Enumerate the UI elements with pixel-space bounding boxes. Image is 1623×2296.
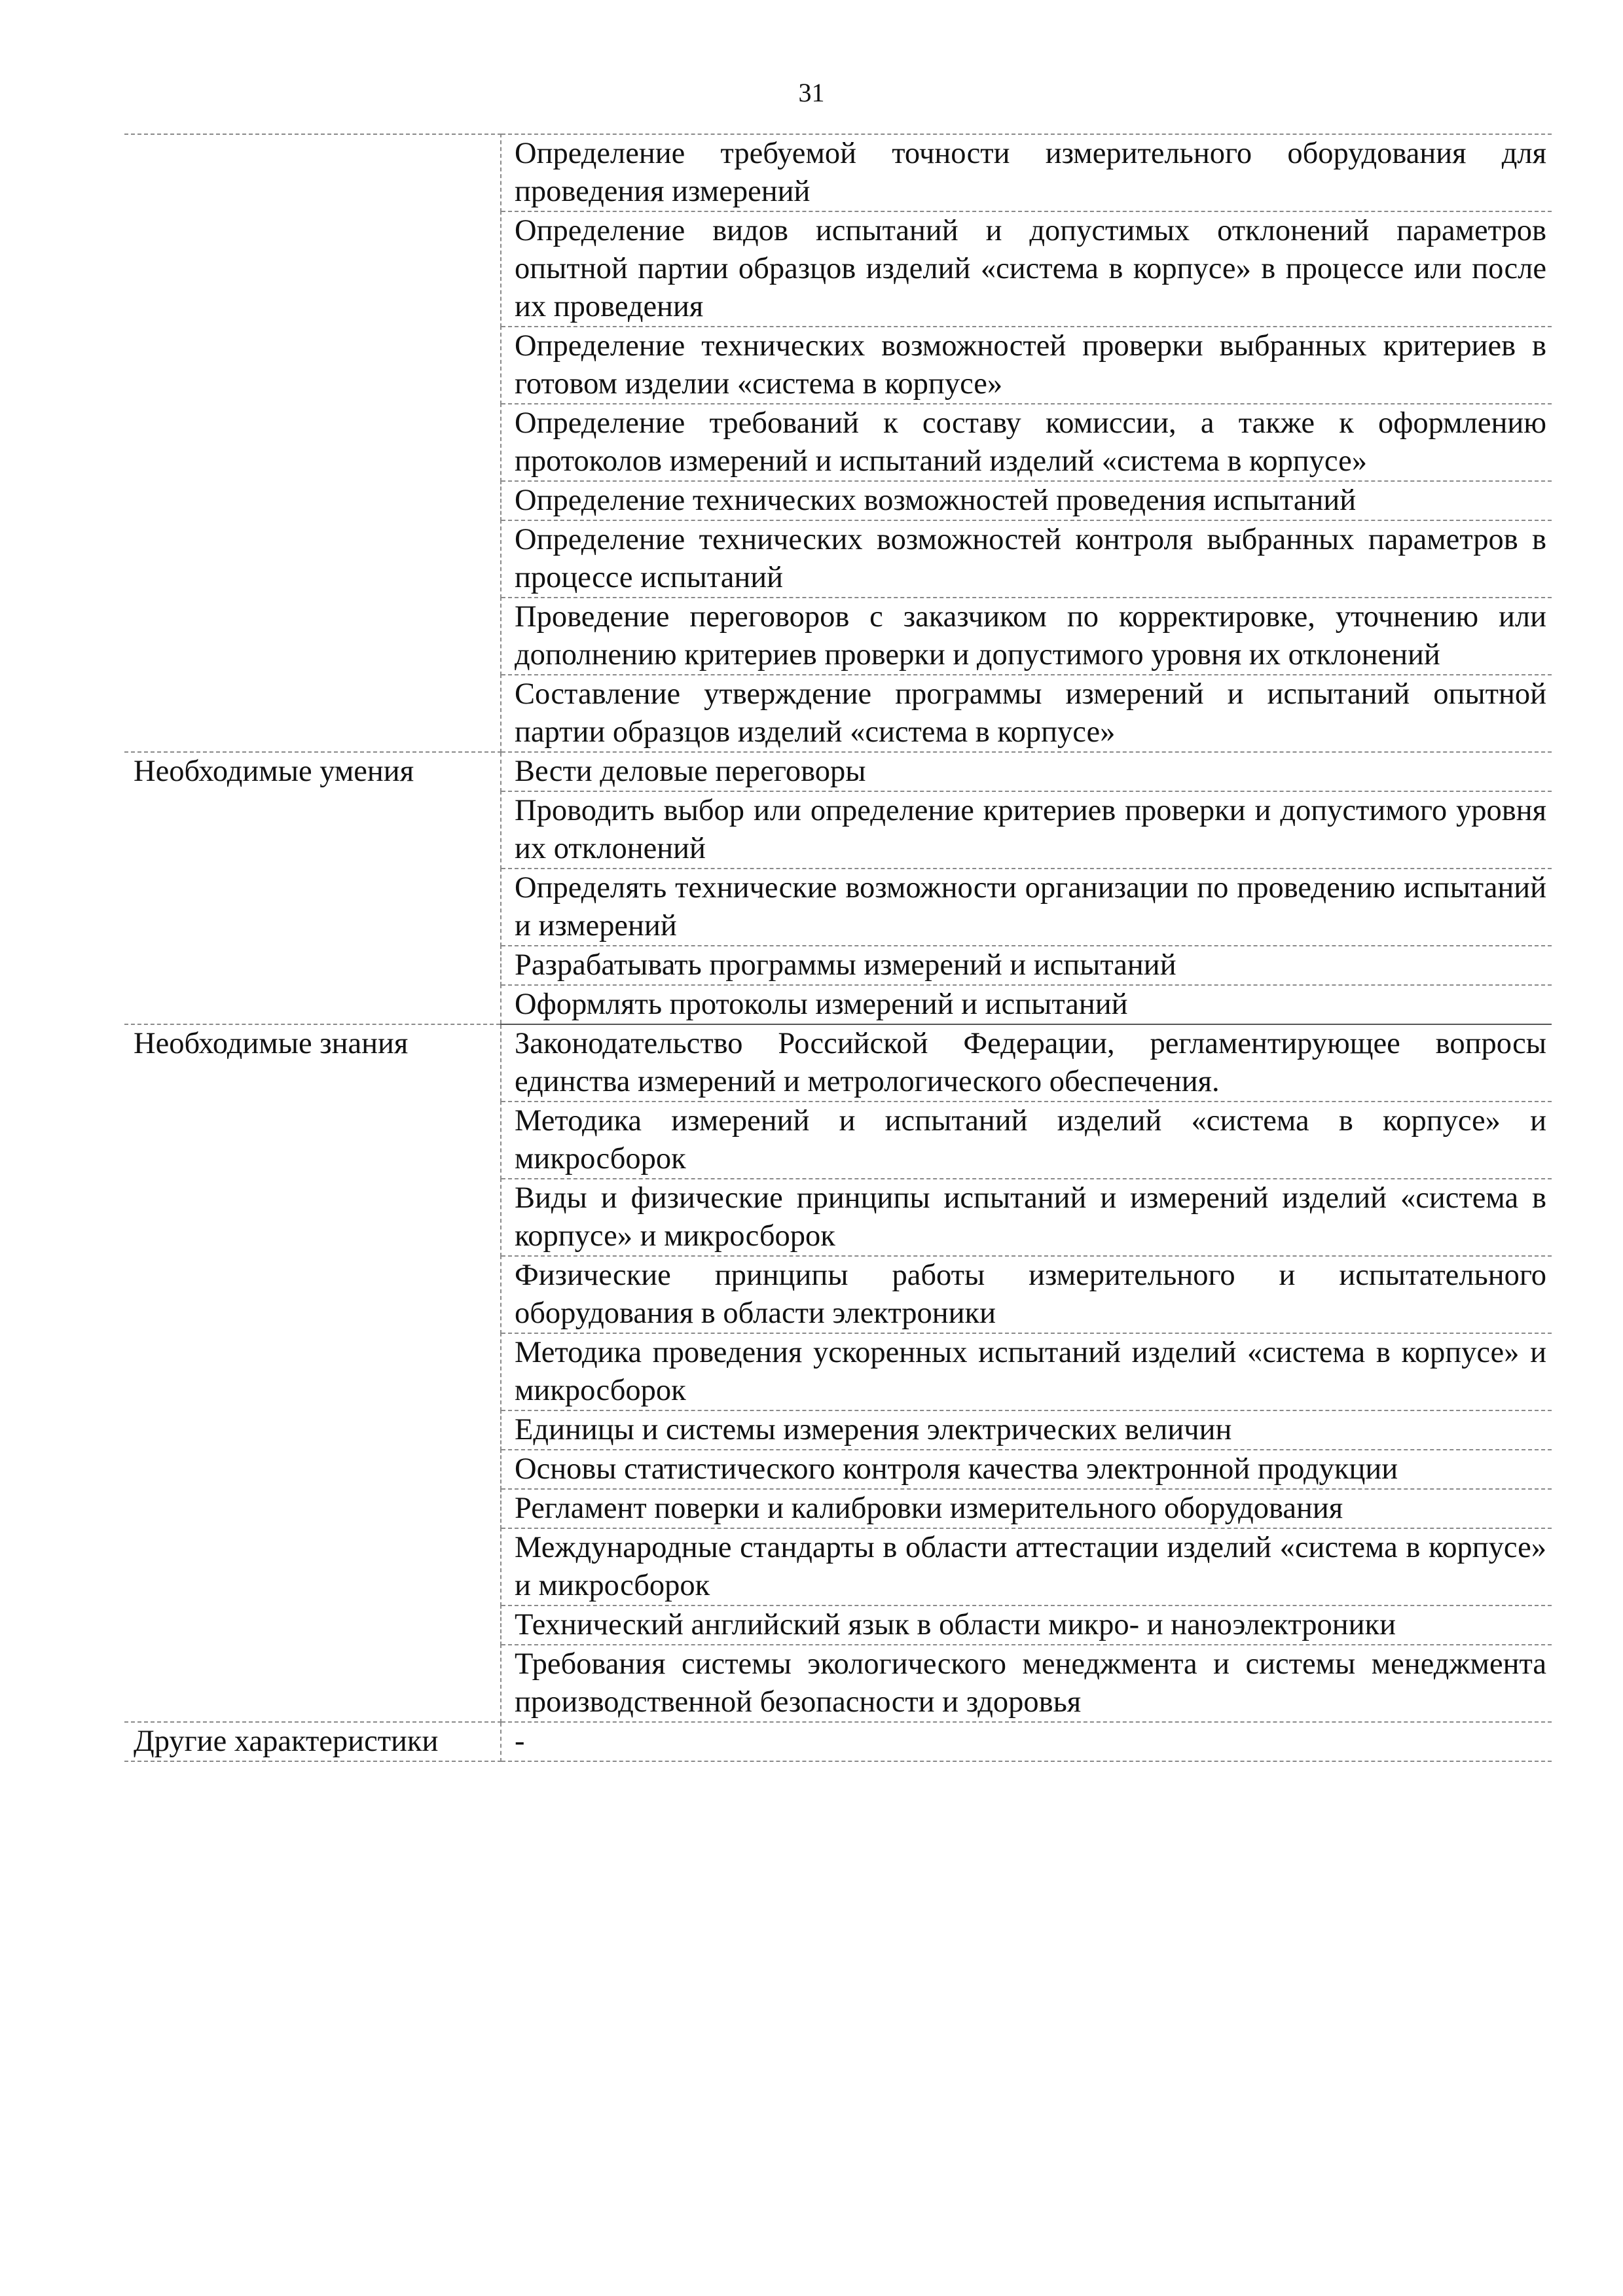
table-cell: Международные стандарты в области аттестации изделий «система в корпусе» и микросборок (501, 1528, 1552, 1605)
table-cell: Методика проведения ускоренных испытаний изделий «система в корпусе» и микросборок (501, 1333, 1552, 1410)
row-label-other: Другие характеристики (124, 1722, 501, 1761)
row-label-skills: Необходимые умения (124, 752, 501, 1024)
table-cell: Определять технические возможности организации по проведению испытаний и измерений (501, 869, 1552, 946)
table-cell: Разрабатывать программы измерений и испытаний (501, 946, 1552, 985)
table-cell: Физические принципы работы измерительного и испытательного оборудования в области электроники (501, 1256, 1552, 1333)
table-row (124, 1722, 1552, 1761)
table-cell: Вести деловые переговоры (501, 752, 1552, 791)
table-cell: Определение технических возможностей контроля выбранных параметров в процессе испытаний (501, 520, 1552, 598)
table-cell: Требования системы экологического менеджмента и системы менеджмента производственной безопасности и здоровья (501, 1645, 1552, 1722)
table-cell: Определение видов испытаний и допустимых отклонений параметров опытной партии образцов изделий «система в корпусе» в процессе или после их проведения (501, 211, 1552, 327)
table-cell: Основы статистического контроля качества электронной продукции (501, 1450, 1552, 1489)
table-cell: Определение технических возможностей проведения испытаний (501, 481, 1552, 520)
table-row (124, 134, 1552, 211)
page-number: 31 (798, 78, 825, 107)
table-cell: Законодательство Российской Федерации, регламентирующее вопросы единства измерений и метрологического обеспечения. (501, 1024, 1552, 1102)
table-cell: Технический английский язык в области микро- и наноэлектроники (501, 1605, 1552, 1645)
table-cell: Регламент поверки и калибровки измерительного оборудования (501, 1489, 1552, 1528)
table-cell: Оформлять протоколы измерений и испытаний (501, 985, 1552, 1024)
table-cell: Определение требуемой точности измерительного оборудования для проведения измерений (501, 134, 1552, 211)
table-row (124, 752, 1552, 791)
table-cell: Единицы и системы измерения электрических величин (501, 1410, 1552, 1450)
row-label-knowledge: Необходимые знания (124, 1024, 501, 1722)
table-cell: Проводить выбор или определение критериев проверки и допустимого уровня их отклонений (501, 791, 1552, 869)
requirements-table (124, 134, 1552, 1762)
table-cell: Виды и физические принципы испытаний и измерений изделий «система в корпусе» и микросборок (501, 1179, 1552, 1256)
table-cell: Определение технических возможностей проверки выбранных критериев в готовом изделии «система в корпусе» (501, 327, 1552, 404)
table-cell: Определение требований к составу комиссии, а также к оформлению протоколов измерений и испытаний изделий «система в корпусе» (501, 404, 1552, 481)
table-cell: - (501, 1722, 1552, 1761)
table-row (124, 1024, 1552, 1102)
table-cell: Методика измерений и испытаний изделий «система в корпусе» и микросборок (501, 1102, 1552, 1179)
table-cell: Проведение переговоров с заказчиком по корректировке, уточнению или дополнению критериев проверки и допустимого уровня их отклонений (501, 598, 1552, 675)
table-cell: Составление утверждение программы измерений и испытаний опытной партии образцов изделий «система в корпусе» (501, 675, 1552, 752)
row-label (124, 134, 501, 752)
